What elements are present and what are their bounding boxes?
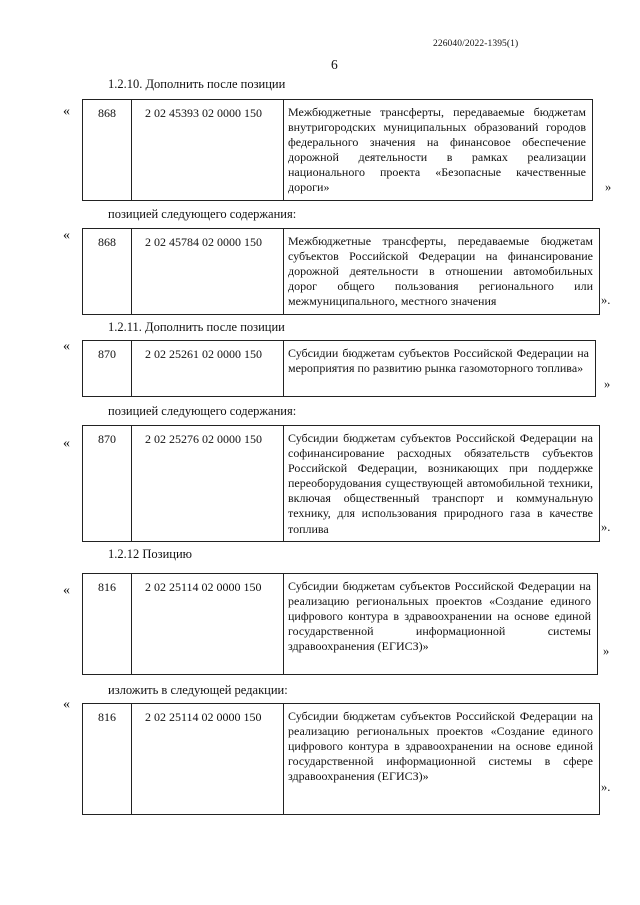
close-quote: » [604, 377, 611, 391]
open-quote: « [63, 697, 70, 712]
revenue-name: Межбюджетные трансферты, передаваемые бюджетам внутригородских муниципальных образований городов федерального значения на финансовое обеспечение дорожной деятельности в рамках реализации национального проекта «Безопасные качественные дороги» [284, 100, 593, 201]
open-quote: « [63, 436, 70, 451]
budget-code-row [82, 573, 598, 675]
revenue-name: Субсидии бюджетам субъектов Российской Федерации на мероприятия по развитию рынка газомоторного топлива» [284, 341, 596, 397]
admin-code: 870 [83, 426, 132, 542]
revenue-name: Субсидии бюджетам субъектов Российской Федерации на софинансирование расходных обязательств субъектов Российской Федерации, возникающих при поддержке переоборудования существующей автомобильной техники, включая общественный транспорт и коммунальную технику, для использования природного газа в качестве топлива [284, 426, 600, 542]
open-quote: « [63, 104, 70, 119]
paragraph-heading: изложить в следующей редакции: [108, 683, 288, 697]
admin-code: 816 [83, 704, 132, 815]
budget-code-row [82, 340, 596, 397]
page-number: 6 [331, 57, 338, 72]
close-quote: ». [601, 293, 611, 307]
budget-code-row [82, 425, 600, 542]
kbk-code: 2 02 45393 02 0000 150 [132, 100, 284, 201]
paragraph-heading: позицией следующего содержания: [108, 404, 297, 418]
admin-code: 868 [83, 100, 132, 201]
revenue-name: Межбюджетные трансферты, передаваемые бюджетам субъектов Российской Федерации на финансирование дорожной деятельности в отношении автомобильных дорог общего пользования регионального или межмуниципального, местного значения [284, 229, 600, 315]
admin-code: 816 [83, 574, 132, 675]
budget-code-row [82, 99, 593, 201]
budget-code-row [82, 228, 600, 315]
close-quote: ». [601, 520, 611, 534]
admin-code: 870 [83, 341, 132, 397]
open-quote: « [63, 228, 70, 243]
open-quote: « [63, 339, 70, 354]
paragraph-heading: 1.2.11. Дополнить после позиции [108, 320, 285, 334]
admin-code: 868 [83, 229, 132, 315]
open-quote: « [63, 583, 70, 598]
close-quote: » [603, 644, 610, 658]
close-quote: ». [601, 780, 611, 794]
kbk-code: 2 02 25261 02 0000 150 [132, 341, 284, 397]
kbk-code: 2 02 25276 02 0000 150 [132, 426, 284, 542]
paragraph-heading: 1.2.12 Позицию [108, 547, 192, 561]
paragraph-heading: 1.2.10. Дополнить после позиции [108, 77, 286, 91]
close-quote: » [605, 180, 612, 194]
revenue-name: Субсидии бюджетам субъектов Российской Федерации на реализацию региональных проектов «Создание единого цифрового контура в здравоохранении на основе единой государственной информационной системы здравоохранения (ЕГИСЗ)» [284, 574, 598, 675]
paragraph-heading: позицией следующего содержания: [108, 207, 297, 221]
document-id: 226040/2022-1395(1) [433, 39, 519, 49]
kbk-code: 2 02 25114 02 0000 150 [132, 574, 284, 675]
budget-code-row [82, 703, 600, 815]
kbk-code: 2 02 45784 02 0000 150 [132, 229, 284, 315]
kbk-code: 2 02 25114 02 0000 150 [132, 704, 284, 815]
revenue-name: Субсидии бюджетам субъектов Российской Федерации на реализацию региональных проектов «Создание единого цифрового контура в здравоохранении на основе единой государственной информационной системы в сфере здравоохранения (ЕГИСЗ)» [284, 704, 600, 815]
